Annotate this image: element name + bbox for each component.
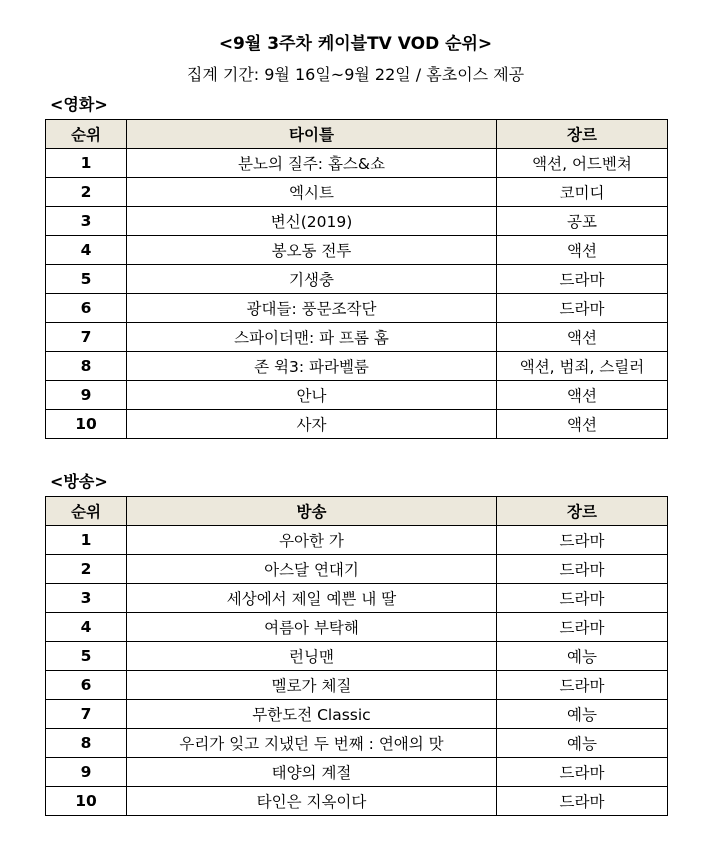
title-cell: 아스달 연대기 bbox=[127, 555, 497, 584]
rank-cell: 5 bbox=[46, 265, 127, 294]
genre-cell: 드라마 bbox=[497, 758, 668, 787]
broadcast-table-body bbox=[46, 526, 668, 816]
genre-cell: 드라마 bbox=[497, 613, 668, 642]
title-cell: 안나 bbox=[127, 381, 497, 410]
rank-cell: 2 bbox=[46, 555, 127, 584]
table-row bbox=[46, 642, 668, 671]
table-row bbox=[46, 555, 668, 584]
table-header-row bbox=[46, 497, 668, 526]
rank-cell: 1 bbox=[46, 149, 127, 178]
page-subtitle: 집계 기간: 9월 16일~9월 22일 / 홈초이스 제공 bbox=[186, 65, 525, 84]
title-cell: 분노의 질주: 홉스&쇼 bbox=[127, 149, 497, 178]
genre-cell: 액션 bbox=[497, 410, 668, 439]
genre-cell: 드라마 bbox=[497, 265, 668, 294]
table-row bbox=[46, 671, 668, 700]
table-row bbox=[46, 352, 668, 381]
rank-cell: 5 bbox=[46, 642, 127, 671]
genre-header: 장르 bbox=[497, 120, 668, 149]
genre-cell: 드라마 bbox=[497, 294, 668, 323]
title-cell: 광대들: 풍문조작단 bbox=[127, 294, 497, 323]
title-cell: 기생충 bbox=[127, 265, 497, 294]
title-header: 타이틀 bbox=[127, 120, 497, 149]
rank-cell: 3 bbox=[46, 207, 127, 236]
table-row bbox=[46, 294, 668, 323]
genre-cell: 예능 bbox=[497, 729, 668, 758]
table-row bbox=[46, 729, 668, 758]
title-cell: 런닝맨 bbox=[127, 642, 497, 671]
rank-cell: 4 bbox=[46, 236, 127, 265]
title-cell: 봉오동 전투 bbox=[127, 236, 497, 265]
rank-header: 순위 bbox=[46, 120, 127, 149]
title-cell: 멜로가 체질 bbox=[127, 671, 497, 700]
title-cell: 여름아 부탁해 bbox=[127, 613, 497, 642]
title-cell: 변신(2019) bbox=[127, 207, 497, 236]
rank-cell: 7 bbox=[46, 700, 127, 729]
table-row bbox=[46, 207, 668, 236]
title-cell: 세상에서 제일 예쁜 내 딸 bbox=[127, 584, 497, 613]
table-row bbox=[46, 236, 668, 265]
rank-cell: 6 bbox=[46, 294, 127, 323]
title-cell: 존 윅3: 파라벨룸 bbox=[127, 352, 497, 381]
genre-header: 장르 bbox=[497, 497, 668, 526]
table-row bbox=[46, 584, 668, 613]
table-row bbox=[46, 700, 668, 729]
table-row bbox=[46, 323, 668, 352]
title-cell: 우아한 가 bbox=[127, 526, 497, 555]
rank-cell: 9 bbox=[46, 758, 127, 787]
table-row bbox=[46, 149, 668, 178]
rank-cell: 3 bbox=[46, 584, 127, 613]
table-row bbox=[46, 526, 668, 555]
rank-cell: 8 bbox=[46, 352, 127, 381]
rank-cell: 9 bbox=[46, 381, 127, 410]
rank-cell: 1 bbox=[46, 526, 127, 555]
rank-cell: 4 bbox=[46, 613, 127, 642]
title-cell: 무한도전 Classic bbox=[127, 700, 497, 729]
rank-cell: 10 bbox=[46, 787, 127, 816]
title-cell: 스파이더맨: 파 프롬 홈 bbox=[127, 323, 497, 352]
rank-cell: 8 bbox=[46, 729, 127, 758]
genre-cell: 액션 bbox=[497, 381, 668, 410]
title-cell: 사자 bbox=[127, 410, 497, 439]
table-row bbox=[46, 758, 668, 787]
table-row bbox=[46, 410, 668, 439]
genre-cell: 예능 bbox=[497, 642, 668, 671]
genre-cell: 드라마 bbox=[497, 584, 668, 613]
table-row bbox=[46, 265, 668, 294]
title-cell: 태양의 계절 bbox=[127, 758, 497, 787]
genre-cell: 드라마 bbox=[497, 671, 668, 700]
genre-cell: 액션, 범죄, 스릴러 bbox=[497, 352, 668, 381]
broadcast-ranking-table bbox=[45, 496, 668, 816]
movie-table-body bbox=[46, 149, 668, 439]
movie-ranking-table bbox=[45, 119, 668, 439]
genre-cell: 액션, 어드벤쳐 bbox=[497, 149, 668, 178]
broadcast-section-label: <방송> bbox=[50, 472, 108, 491]
genre-cell: 코미디 bbox=[497, 178, 668, 207]
table-header-row bbox=[46, 120, 668, 149]
movie-section-label: <영화> bbox=[50, 95, 108, 114]
genre-cell: 드라마 bbox=[497, 555, 668, 584]
table-row bbox=[46, 613, 668, 642]
title-cell: 우리가 잊고 지냈던 두 번째 : 연애의 맛 bbox=[127, 729, 497, 758]
title-cell: 엑시트 bbox=[127, 178, 497, 207]
genre-cell: 액션 bbox=[497, 323, 668, 352]
rank-cell: 2 bbox=[46, 178, 127, 207]
page-title: <9월 3주차 케이블TV VOD 순위> bbox=[218, 34, 493, 54]
genre-cell: 드라마 bbox=[497, 787, 668, 816]
genre-cell: 드라마 bbox=[497, 526, 668, 555]
genre-cell: 예능 bbox=[497, 700, 668, 729]
genre-cell: 공포 bbox=[497, 207, 668, 236]
table-row bbox=[46, 787, 668, 816]
rank-cell: 10 bbox=[46, 410, 127, 439]
rank-header: 순위 bbox=[46, 497, 127, 526]
table-row bbox=[46, 381, 668, 410]
rank-cell: 6 bbox=[46, 671, 127, 700]
title-cell: 타인은 지옥이다 bbox=[127, 787, 497, 816]
program-header: 방송 bbox=[127, 497, 497, 526]
table-row bbox=[46, 178, 668, 207]
genre-cell: 액션 bbox=[497, 236, 668, 265]
rank-cell: 7 bbox=[46, 323, 127, 352]
